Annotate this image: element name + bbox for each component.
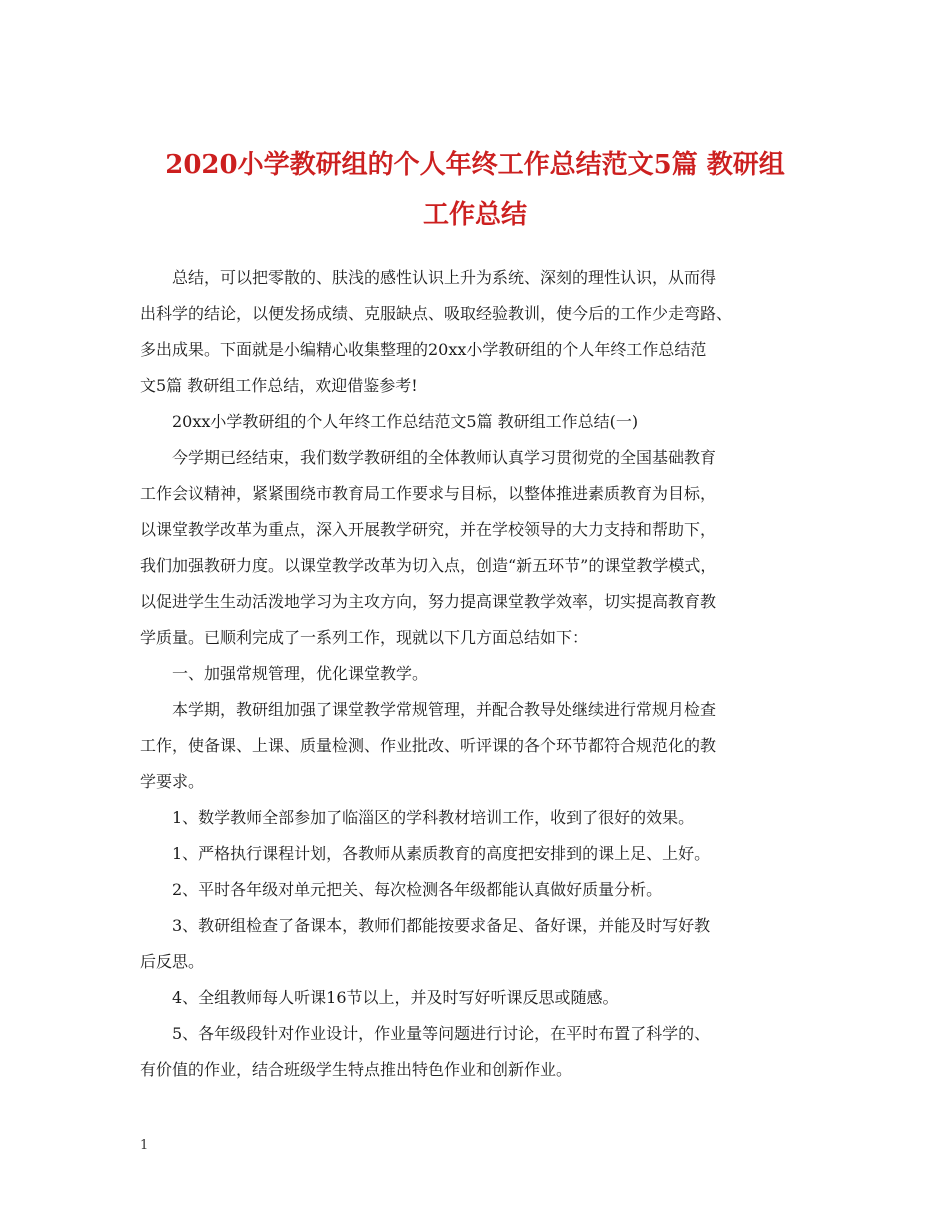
text-line: 以课堂教学改革为重点，深入开展教学研究，并在学校领导的大力支持和帮助下，	[140, 520, 717, 539]
page-number: 1	[140, 1138, 149, 1153]
text-line: 总结，可以把零散的、肤浅的感性认识上升为系统、深刻的理性认识，从而得	[172, 268, 717, 287]
text-line: 一、加强常规管理，优化课堂教学。	[172, 664, 429, 683]
paragraph-section-heading	[140, 404, 820, 440]
paragraph-intro	[140, 260, 820, 404]
text-line: 1、数学教师全部参加了临淄区的学科教材培训工作，收到了很好的效果。	[172, 808, 695, 827]
text-line: 学要求。	[140, 772, 205, 791]
text-line: 本学期，教研组加强了课堂教学常规管理，并配合教导处继续进行常规月检查	[172, 700, 717, 719]
text-line: 20xx小学教研组的个人年终工作总结范文5篇 教研组工作总结(一)	[172, 412, 639, 431]
paragraph-routine	[140, 692, 820, 800]
title-line-1: 2020小学教研组的个人年终工作总结范文5篇 教研组	[165, 150, 785, 180]
document-title	[120, 140, 830, 240]
text-line: 3、教研组检查了备课本，教师们都能按要求备足、备好课，并能及时写好教	[172, 916, 711, 935]
text-line: 2、平时各年级对单元把关、每次检测各年级都能认真做好质量分析。	[172, 880, 663, 899]
text-line: 工作，使备课、上课、质量检测、作业批改、听评课的各个环节都符合规范化的教	[140, 736, 717, 755]
text-line: 1、严格执行课程计划，各教师从素质教育的高度把安排到的课上足、上好。	[172, 844, 711, 863]
text-line: 多出成果。下面就是小编精心收集整理的20xx小学教研组的个人年终工作总结范	[140, 340, 707, 359]
text-line: 今学期已经结束，我们数学教研组的全体教师认真学习贯彻党的全国基础教育	[172, 448, 717, 467]
text-line: 4、全组教师每人听课16节以上，并及时写好听课反思或随感。	[172, 988, 619, 1007]
paragraph-item	[140, 1016, 820, 1088]
text-line: 5、各年级段针对作业设计，作业量等问题进行讨论，在平时布置了科学的、	[172, 1024, 711, 1043]
paragraph-item	[140, 836, 820, 872]
text-line: 我们加强教研力度。以课堂教学改革为切入点，创造“新五环节”的课堂教学模式，	[140, 556, 717, 575]
paragraph-summary	[140, 440, 820, 656]
text-line: 出科学的结论，以便发扬成绩、克服缺点、吸取经验教训，使今后的工作少走弯路、	[140, 304, 733, 323]
text-line: 学质量。已顺利完成了一系列工作，现就以下几方面总结如下：	[140, 628, 589, 647]
document-body	[140, 260, 820, 1088]
text-line: 后反思。	[140, 952, 205, 971]
text-line: 工作会议精神，紧紧围绕市教育局工作要求与目标，以整体推进素质教育为目标，	[140, 484, 717, 503]
title-line-2: 工作总结	[422, 200, 527, 230]
paragraph-heading-one	[140, 656, 820, 692]
paragraph-item	[140, 872, 820, 908]
text-line: 文5篇 教研组工作总结，欢迎借鉴参考!	[140, 376, 418, 395]
text-line: 以促进学生生动活泼地学习为主攻方向，努力提高课堂教学效率，切实提高教育教	[140, 592, 717, 611]
text-line: 有价值的作业，结合班级学生特点推出特色作业和创新作业。	[140, 1060, 573, 1079]
paragraph-item	[140, 800, 820, 836]
paragraph-item	[140, 908, 820, 980]
paragraph-item	[140, 980, 820, 1016]
